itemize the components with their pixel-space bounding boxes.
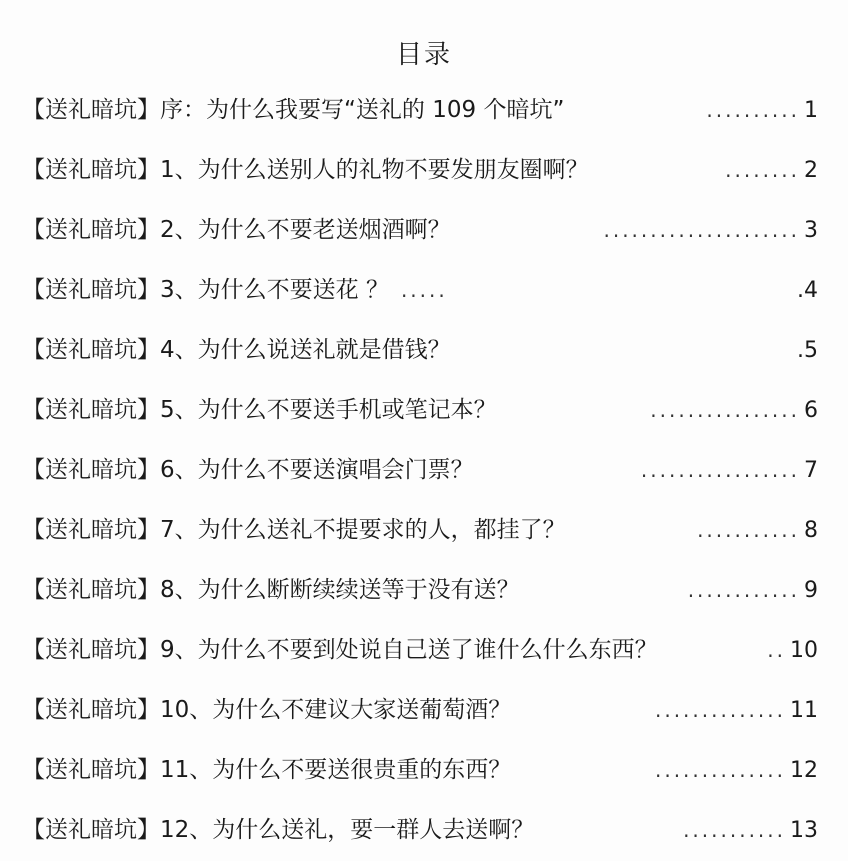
toc-dot-leader: .....................	[603, 218, 800, 242]
toc-page-number: 12	[790, 758, 818, 783]
toc-dot-leader: ..	[767, 638, 786, 662]
toc-entry[interactable]	[22, 260, 818, 320]
toc-entry[interactable]	[22, 200, 818, 260]
toc-entry[interactable]	[22, 620, 818, 680]
toc-page-number: .5	[797, 338, 818, 363]
toc-dot-leader: .....	[400, 278, 448, 302]
toc-page-number: 3	[804, 218, 818, 243]
toc-dot-leader: ...........	[683, 818, 786, 842]
toc-entry-text: 【送礼暗坑】5、为什么不要送手机或笔记本？	[22, 397, 497, 423]
toc-page-number: 8	[804, 518, 818, 543]
toc-page-number: 6	[804, 398, 818, 423]
toc-entry-text: 【送礼暗坑】序：为什么我要写“送礼的 109 个暗坑”	[22, 97, 565, 123]
toc-entry-text: 【送礼暗坑】2、为什么不要老送烟酒啊？	[22, 217, 451, 243]
toc-entry[interactable]	[22, 500, 818, 560]
toc-page-number: .4	[797, 278, 818, 303]
toc-page-number: 2	[804, 158, 818, 183]
toc-dot-leader: ............	[687, 578, 800, 602]
toc-page-number: 13	[790, 818, 818, 843]
toc-entry[interactable]	[22, 740, 818, 800]
toc-entry-text: 【送礼暗坑】3、为什么不要送花 ？	[22, 277, 389, 303]
toc-list	[22, 80, 818, 860]
toc-page-number: 1	[804, 98, 818, 123]
toc-dot-leader: ........	[725, 158, 800, 182]
toc-dot-leader: ..........	[706, 98, 800, 122]
toc-entry-text: 【送礼暗坑】7、为什么送礼不提要求的人，都挂了？	[22, 517, 566, 543]
toc-page-number: 11	[790, 698, 818, 723]
toc-page-number: 9	[804, 578, 818, 603]
toc-page-number: 7	[804, 458, 818, 483]
toc-entry[interactable]	[22, 560, 818, 620]
toc-entry[interactable]	[22, 440, 818, 500]
toc-entry-text: 【送礼暗坑】8、为什么断断续续送等于没有送？	[22, 577, 520, 603]
toc-dot-leader: ..............	[654, 698, 786, 722]
toc-entry[interactable]	[22, 380, 818, 440]
toc-entry[interactable]	[22, 320, 818, 380]
toc-title: 目录	[395, 40, 452, 70]
toc-entry[interactable]	[22, 800, 818, 860]
toc-entry-text: 【送礼暗坑】4、为什么说送礼就是借钱？	[22, 337, 451, 363]
toc-entry-text: 【送礼暗坑】1、为什么送别人的礼物不要发朋友圈啊？	[22, 157, 589, 183]
toc-dot-leader: .................	[640, 458, 800, 482]
toc-entry-text: 【送礼暗坑】10、为什么不建议大家送葡萄酒？	[22, 697, 512, 723]
toc-dot-leader: ................	[650, 398, 800, 422]
toc-entry[interactable]	[22, 140, 818, 200]
toc-dot-leader: ..............	[654, 758, 786, 782]
toc-entry-text: 【送礼暗坑】9、为什么不要到处说自己送了谁什么什么东西？	[22, 637, 658, 663]
toc-entry-text: 【送礼暗坑】6、为什么不要送演唱会门票？	[22, 457, 474, 483]
toc-page-number: 10	[790, 638, 818, 663]
toc-entry-text: 【送礼暗坑】11、为什么不要送很贵重的东西？	[22, 757, 512, 783]
toc-entry[interactable]	[22, 80, 818, 140]
toc-entry[interactable]	[22, 680, 818, 740]
toc-entry-text: 【送礼暗坑】12、为什么送礼，要一群人去送啊？	[22, 817, 535, 843]
toc-dot-leader: ...........	[697, 518, 800, 542]
